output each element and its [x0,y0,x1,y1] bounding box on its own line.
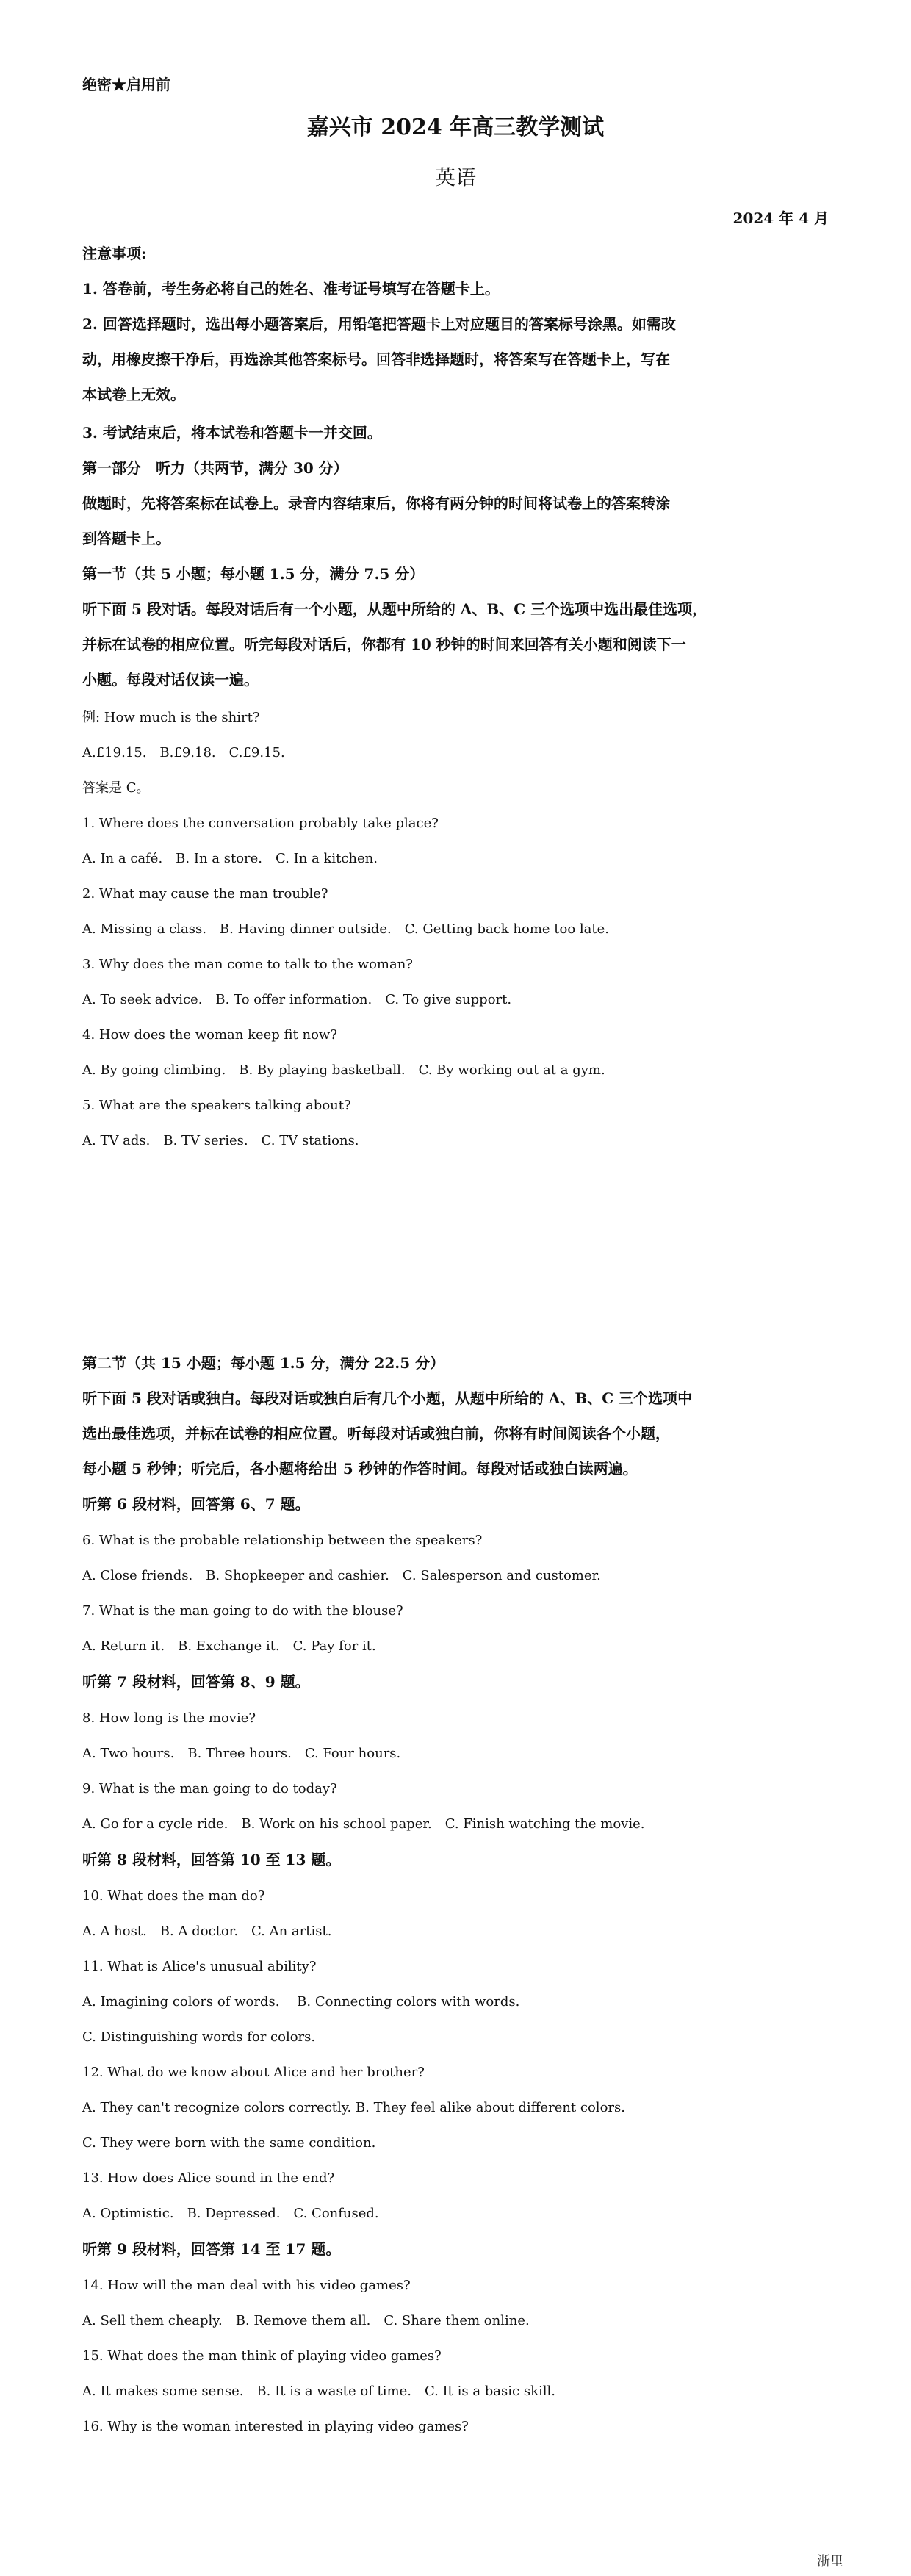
part1-intro-line-1: 做题时，先将答案标在试卷上。录音内容结束后，你将有两分钟的时间将试卷上的答案转涂 [82,494,670,512]
question-2: 2. What may cause the man trouble? [82,886,328,902]
question-6: 6. What is the probable relationship between the speakers? [82,1533,483,1548]
options-13: A. Optimistic. B. Depressed. C. Confused. [82,2206,379,2221]
section2-heading: 第二节（共 15 小题；每小题 1.5 分，满分 22.5 分） [82,1354,445,1372]
question-8: 8. How long is the movie? [82,1710,256,1726]
example-question: 例: How much is the shirt? [82,710,260,725]
confidential-label: 绝密★启用前 [82,76,170,93]
options-15: A. It makes some sense. B. It is a waste of time. C. It is a basic skill. [82,2383,555,2399]
section2-intro-line-3: 每小题 5 秒钟；听完后，各小题将给出 5 秒钟的作答时间。每段对话或独白读两遍。 [82,1460,638,1478]
options-11-line-2: C. Distinguishing words for colors. [82,2029,316,2045]
material-7-heading: 听第 7 段材料，回答第 8、9 题。 [82,1673,310,1691]
options-12-line-2: C. They were born with the same condition. [82,2135,376,2151]
section1-intro-line-3: 小题。每段对话仅读一遍。 [82,671,259,688]
section2-intro-line-1: 听下面 5 段对话或独白。每段对话或独白后有几个小题，从题中所给的 A、B、C 三个选项中 [82,1389,693,1407]
options-11-line-1: A. Imagining colors of words. B. Connecting colors with words. [82,1994,520,2010]
question-4: 4. How does the woman keep fit now? [82,1027,337,1043]
note-2-line-2: 动，用橡皮擦干净后，再选涂其他答案标号。回答非选择题时，将答案写在答题卡上，写在 [82,350,670,368]
question-14: 14. How will the man deal with his video games? [82,2278,411,2293]
note-2-line-3: 本试卷上无效。 [82,386,185,403]
footer-watermark: 浙里 [817,2554,843,2569]
notes-heading: 注意事项: [82,245,147,262]
part1-intro-line-2: 到答题卡上。 [82,530,170,547]
example-options: A.£19.15. B.£9.18. C.£9.15. [82,745,285,760]
note-2-line-1: 2. 回答选择题时，选出每小题答案后，用铅笔把答题卡上对应题目的答案标号涂黑。如需改 [82,315,676,333]
question-15: 15. What does the man think of playing video games? [82,2348,442,2364]
question-7: 7. What is the man going to do with the blouse? [82,1603,403,1619]
material-9-heading: 听第 9 段材料，回答第 14 至 17 题。 [82,2240,341,2258]
section2-intro-line-2: 选出最佳选项，并标在试卷的相应位置。听每段对话或独白前，你将有时间阅读各个小题， [82,1425,670,1442]
question-5: 5. What are the speakers talking about? [82,1098,351,1113]
question-9: 9. What is the man going to do today? [82,1781,337,1796]
exam-title: 嘉兴市 2024 年高三教学测试 [306,115,605,140]
options-7: A. Return it. B. Exchange it. C. Pay for it. [82,1638,376,1654]
subject-title: 英语 [434,165,476,190]
question-16: 16. Why is the woman interested in playing video games? [82,2419,469,2434]
example-answer: 答案是 C。 [82,780,150,796]
note-1: 1. 答卷前，考生务必将自己的姓名、准考证号填写在答题卡上。 [82,280,500,298]
options-1: A. In a café. B. In a store. C. In a kitchen. [82,851,378,866]
options-10: A. A host. B. A doctor. C. An artist. [82,1924,332,1939]
exam-date: 2024 年 4 月 [732,209,829,227]
question-12: 12. What do we know about Alice and her brother? [82,2065,425,2080]
options-5: A. TV ads. B. TV series. C. TV stations. [82,1133,359,1148]
part1-heading: 第一部分 听力（共两节，满分 30 分） [82,459,348,477]
options-6: A. Close friends. B. Shopkeeper and cashier. C. Salesperson and customer. [82,1568,601,1583]
options-9: A. Go for a cycle ride. B. Work on his school paper. C. Finish watching the movie. [82,1816,645,1832]
options-12-line-1: A. They can't recognize colors correctly. B. They feel alike about different colors. [82,2100,625,2115]
options-2: A. Missing a class. B. Having dinner outside. C. Getting back home too late. [82,921,610,937]
section1-intro-line-1: 听下面 5 段对话。每段对话后有一个小题，从题中所给的 A、B、C 三个选项中选出最佳选项， [82,600,707,618]
question-10: 10. What does the man do? [82,1888,265,1904]
question-11: 11. What is Alice's unusual ability? [82,1959,317,1974]
options-8: A. Two hours. B. Three hours. C. Four hours. [82,1746,401,1761]
question-13: 13. How does Alice sound in the end? [82,2170,335,2186]
note-3: 3. 考试结束后，将本试卷和答题卡一并交回。 [82,424,382,442]
material-6-heading: 听第 6 段材料，回答第 6、7 题。 [82,1495,310,1513]
options-3: A. To seek advice. B. To offer information. C. To give support. [82,992,512,1007]
options-14: A. Sell them cheaply. B. Remove them all. C. Share them online. [82,2313,530,2328]
question-1: 1. Where does the conversation probably take place? [82,816,439,831]
section1-heading: 第一节（共 5 小题；每小题 1.5 分，满分 7.5 分） [82,565,425,583]
question-3: 3. Why does the man come to talk to the woman? [82,957,413,972]
material-8-heading: 听第 8 段材料，回答第 10 至 13 题。 [82,1851,341,1868]
options-4: A. By going climbing. B. By playing basketball. C. By working out at a gym. [82,1062,605,1078]
section1-intro-line-2: 并标在试卷的相应位置。听完每段对话后，你都有 10 秒钟的时间来回答有关小题和阅读下一 [82,636,686,653]
